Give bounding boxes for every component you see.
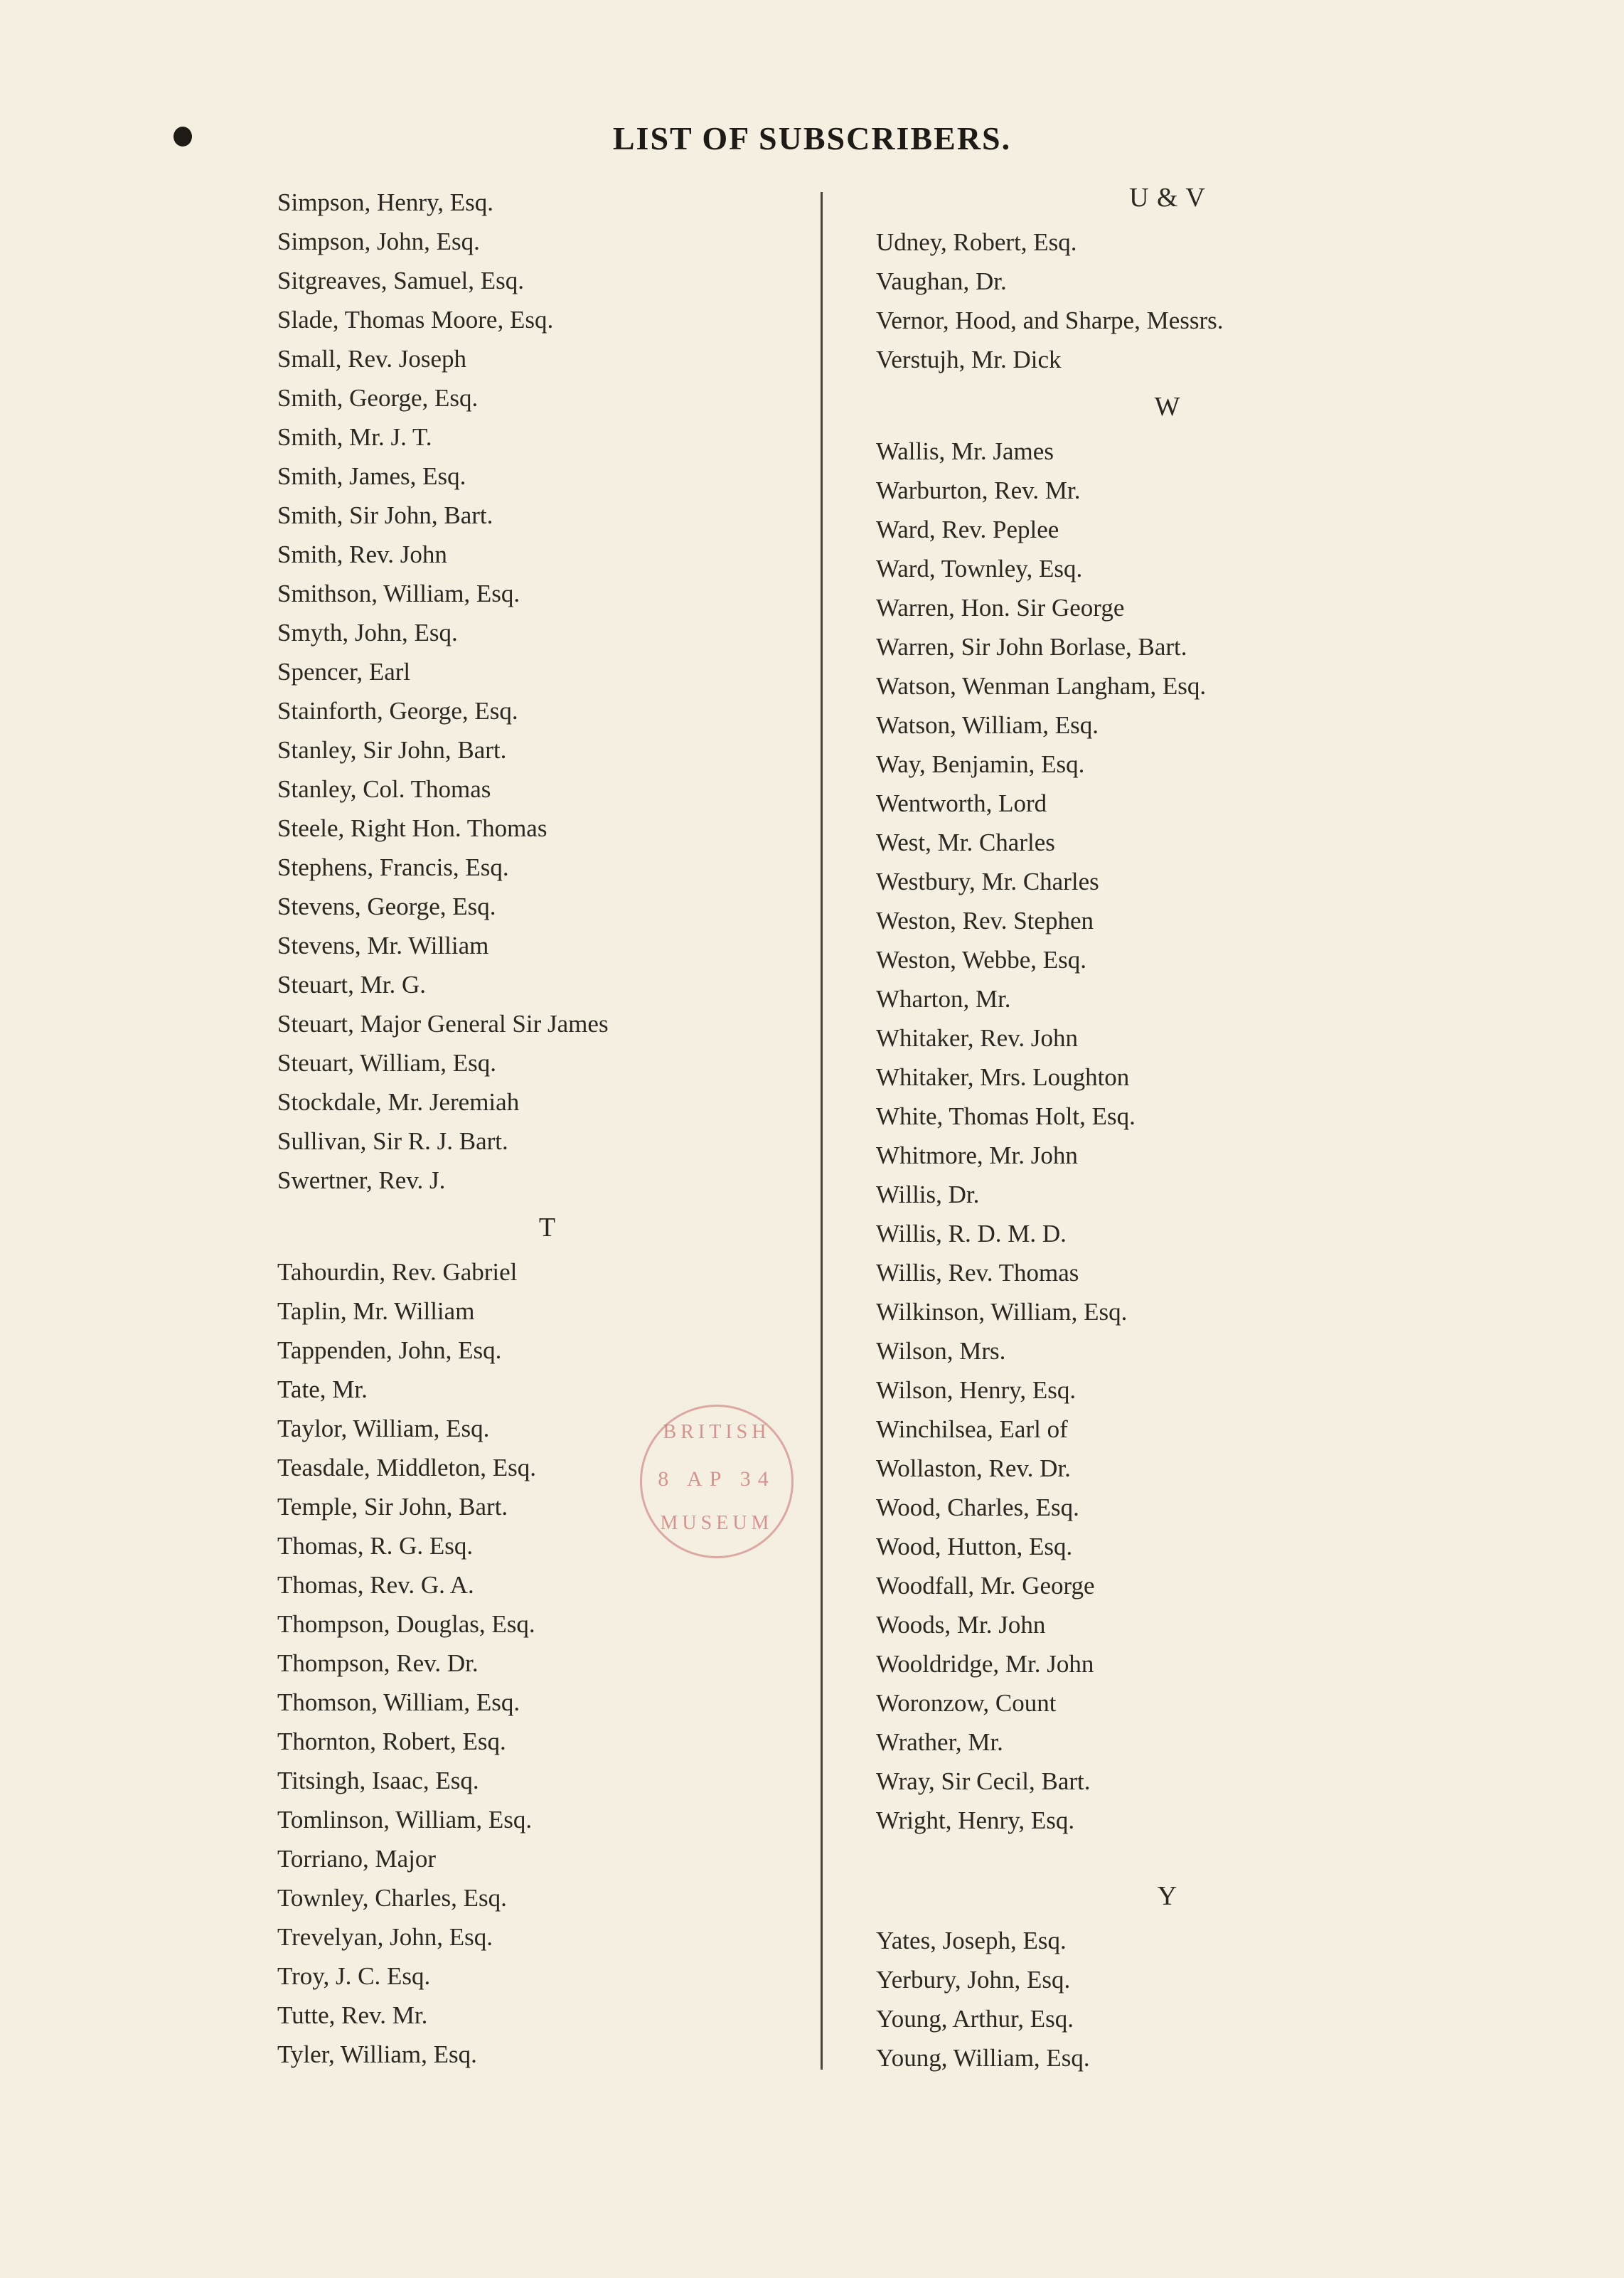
- subscriber-entry: Stainforth, George, Esq.: [277, 697, 518, 725]
- subscriber-entry: Whitaker, Mrs. Loughton: [876, 1063, 1130, 1091]
- subscriber-entry: Woods, Mr. John: [876, 1611, 1046, 1639]
- subscriber-entry: Stanley, Col. Thomas: [277, 775, 491, 803]
- subscriber-entry: Titsingh, Isaac, Esq.: [277, 1767, 479, 1794]
- stamp-line-1: BRITISH: [663, 1421, 771, 1443]
- spacer: [876, 1840, 1459, 1868]
- subscriber-entry: Wrather, Mr.: [876, 1728, 1003, 1756]
- subscriber-entry: Woodfall, Mr. George: [876, 1572, 1095, 1600]
- subscriber-entry: Sullivan, Sir R. J. Bart.: [277, 1127, 508, 1155]
- uv-entries-list: [876, 223, 1459, 379]
- subscriber-entry: Wooldridge, Mr. John: [876, 1650, 1094, 1678]
- subscriber-entry: Thompson, Rev. Dr.: [277, 1649, 479, 1677]
- subscriber-entry: West, Mr. Charles: [876, 829, 1055, 856]
- subscriber-entry: White, Thomas Holt, Esq.: [876, 1102, 1136, 1130]
- column-divider: [821, 192, 823, 2070]
- subscriber-entry: Tomlinson, William, Esq.: [277, 1806, 533, 1833]
- subscriber-entry: Spencer, Earl: [277, 658, 411, 686]
- subscriber-entry: Stanley, Sir John, Bart.: [277, 736, 507, 764]
- section-heading-w: W: [1154, 392, 1181, 422]
- subscriber-entry: Warburton, Rev. Mr.: [876, 477, 1081, 504]
- subscriber-entry: Tyler, William, Esq.: [277, 2040, 477, 2068]
- t-entries-list: [277, 1252, 818, 2074]
- subscriber-entry: Way, Benjamin, Esq.: [876, 750, 1085, 778]
- subscriber-entry: Smithson, William, Esq.: [277, 580, 520, 607]
- subscriber-entry: Yates, Joseph, Esq.: [876, 1927, 1067, 1954]
- subscriber-entry: Tutte, Rev. Mr.: [277, 2001, 428, 2029]
- library-stamp: [640, 1405, 794, 1558]
- subscriber-entry: Whitaker, Rev. John: [876, 1024, 1079, 1052]
- subscriber-entry: Wood, Charles, Esq.: [876, 1494, 1079, 1521]
- subscriber-entry: Woronzow, Count: [876, 1689, 1057, 1717]
- right-column: [876, 183, 1459, 2077]
- subscriber-entry: Watson, William, Esq.: [876, 711, 1099, 739]
- subscriber-entry: Watson, Wenman Langham, Esq.: [876, 672, 1207, 700]
- subscriber-entry: Wilson, Henry, Esq.: [876, 1376, 1077, 1404]
- subscriber-entry: Wallis, Mr. James: [876, 437, 1054, 465]
- subscriber-entry: Troy, J. C. Esq.: [277, 1962, 431, 1990]
- stamp-line-2: 8 AP 34: [658, 1467, 776, 1491]
- subscriber-entry: Winchilsea, Earl of: [876, 1415, 1068, 1443]
- subscriber-entry: Willis, Rev. Thomas: [876, 1259, 1079, 1287]
- left-column: [277, 183, 818, 2074]
- subscriber-entry: Simpson, John, Esq.: [277, 228, 480, 255]
- subscriber-entry: Vernor, Hood, and Sharpe, Messrs.: [876, 307, 1224, 334]
- subscriber-entry: Townley, Charles, Esq.: [277, 1884, 507, 1912]
- subscriber-entry: Westbury, Mr. Charles: [876, 868, 1099, 895]
- subscriber-entry: Stevens, George, Esq.: [277, 893, 496, 920]
- subscriber-entry: Smith, Sir John, Bart.: [277, 501, 493, 529]
- subscriber-entry: Small, Rev. Joseph: [277, 345, 467, 373]
- subscriber-entry: Verstujh, Mr. Dick: [876, 346, 1062, 373]
- subscriber-entry: Weston, Rev. Stephen: [876, 907, 1094, 935]
- subscriber-entry: Wright, Henry, Esq.: [876, 1806, 1075, 1834]
- subscriber-entry: Simpson, Henry, Esq.: [277, 188, 493, 216]
- subscriber-entry: Warren, Sir John Borlase, Bart.: [876, 633, 1187, 661]
- subscriber-entry: Ward, Townley, Esq.: [876, 555, 1083, 582]
- subscriber-entry: Vaughan, Dr.: [876, 267, 1007, 295]
- w-entries-list: [876, 432, 1459, 1840]
- subscriber-entry: Steuart, Mr. G.: [277, 971, 427, 999]
- subscriber-entry: Wray, Sir Cecil, Bart.: [876, 1767, 1091, 1795]
- subscriber-entry: Weston, Webbe, Esq.: [876, 946, 1087, 974]
- subscriber-entry: Thomson, William, Esq.: [277, 1688, 520, 1716]
- subscriber-entry: Young, Arthur, Esq.: [876, 2005, 1074, 2033]
- subscriber-entry: Trevelyan, John, Esq.: [277, 1923, 493, 1951]
- section-heading-t: T: [538, 1213, 557, 1242]
- subscriber-entry: Steuart, William, Esq.: [277, 1049, 497, 1077]
- subscriber-entry: Thomas, Rev. G. A.: [277, 1571, 474, 1599]
- subscriber-entry: Willis, Dr.: [876, 1181, 980, 1208]
- subscriber-entry: Willis, R. D. M. D.: [876, 1220, 1067, 1247]
- subscriber-entry: Udney, Robert, Esq.: [876, 228, 1077, 256]
- subscriber-entry: Steuart, Major General Sir James: [277, 1010, 609, 1038]
- subscriber-entry: Stevens, Mr. William: [277, 932, 489, 959]
- subscriber-entry: Wood, Hutton, Esq.: [876, 1533, 1073, 1560]
- subscriber-entry: Slade, Thomas Moore, Esq.: [277, 306, 554, 334]
- subscriber-entry: Smith, James, Esq.: [277, 462, 466, 490]
- subscriber-entry: Wilson, Mrs.: [876, 1337, 1006, 1365]
- subscriber-entry: Wollaston, Rev. Dr.: [876, 1454, 1071, 1482]
- subscriber-entry: Taylor, William, Esq.: [277, 1415, 490, 1442]
- subscriber-entry: Torriano, Major: [277, 1845, 437, 1873]
- subscriber-entry: Smith, Mr. J. T.: [277, 423, 432, 451]
- subscriber-entry: Wentworth, Lord: [876, 789, 1047, 817]
- y-entries-list: [876, 1921, 1459, 2077]
- subscriber-entry: Wilkinson, William, Esq.: [876, 1298, 1128, 1326]
- subscriber-entry: Stockdale, Mr. Jeremiah: [277, 1088, 520, 1116]
- subscriber-entry: Temple, Sir John, Bart.: [277, 1493, 508, 1521]
- subscriber-entry: Teasdale, Middleton, Esq.: [277, 1454, 536, 1481]
- subscriber-entry: Tate, Mr.: [277, 1375, 368, 1403]
- subscriber-entry: Swertner, Rev. J.: [277, 1166, 446, 1194]
- subscriber-entry: Wharton, Mr.: [876, 985, 1011, 1013]
- subscriber-entry: Smyth, John, Esq.: [277, 619, 458, 646]
- subscriber-entry: Whitmore, Mr. John: [876, 1141, 1078, 1169]
- stamp-line-3: MUSEUM: [660, 1512, 774, 1534]
- subscriber-entry: Yerbury, John, Esq.: [876, 1966, 1071, 1994]
- subscriber-entry: Smith, George, Esq.: [277, 384, 479, 412]
- page-title: LIST OF SUBSCRIBERS.: [612, 120, 1012, 156]
- subscriber-entry: Young, William, Esq.: [876, 2044, 1090, 2072]
- subscriber-entry: Thornton, Robert, Esq.: [277, 1728, 506, 1755]
- subscriber-entry: Warren, Hon. Sir George: [876, 594, 1125, 622]
- subscriber-entry: Stephens, Francis, Esq.: [277, 853, 509, 881]
- subscriber-entry: Steele, Right Hon. Thomas: [277, 814, 547, 842]
- subscriber-entry: Tappenden, John, Esq.: [277, 1336, 502, 1364]
- subscriber-entry: Sitgreaves, Samuel, Esq.: [277, 267, 525, 294]
- subscriber-entry: Taplin, Mr. William: [277, 1297, 475, 1325]
- subscriber-entry: Thompson, Douglas, Esq.: [277, 1610, 535, 1638]
- section-heading-uv: U & V: [1129, 183, 1206, 213]
- s-entries-list: [277, 183, 818, 1200]
- subscriber-entry: Thomas, R. G. Esq.: [277, 1532, 474, 1560]
- subscriber-entry: Tahourdin, Rev. Gabriel: [277, 1258, 518, 1286]
- section-heading-y: Y: [1157, 1881, 1178, 1911]
- subscriber-entry: Smith, Rev. John: [277, 541, 447, 568]
- subscriber-entry: Ward, Rev. Peplee: [876, 516, 1059, 543]
